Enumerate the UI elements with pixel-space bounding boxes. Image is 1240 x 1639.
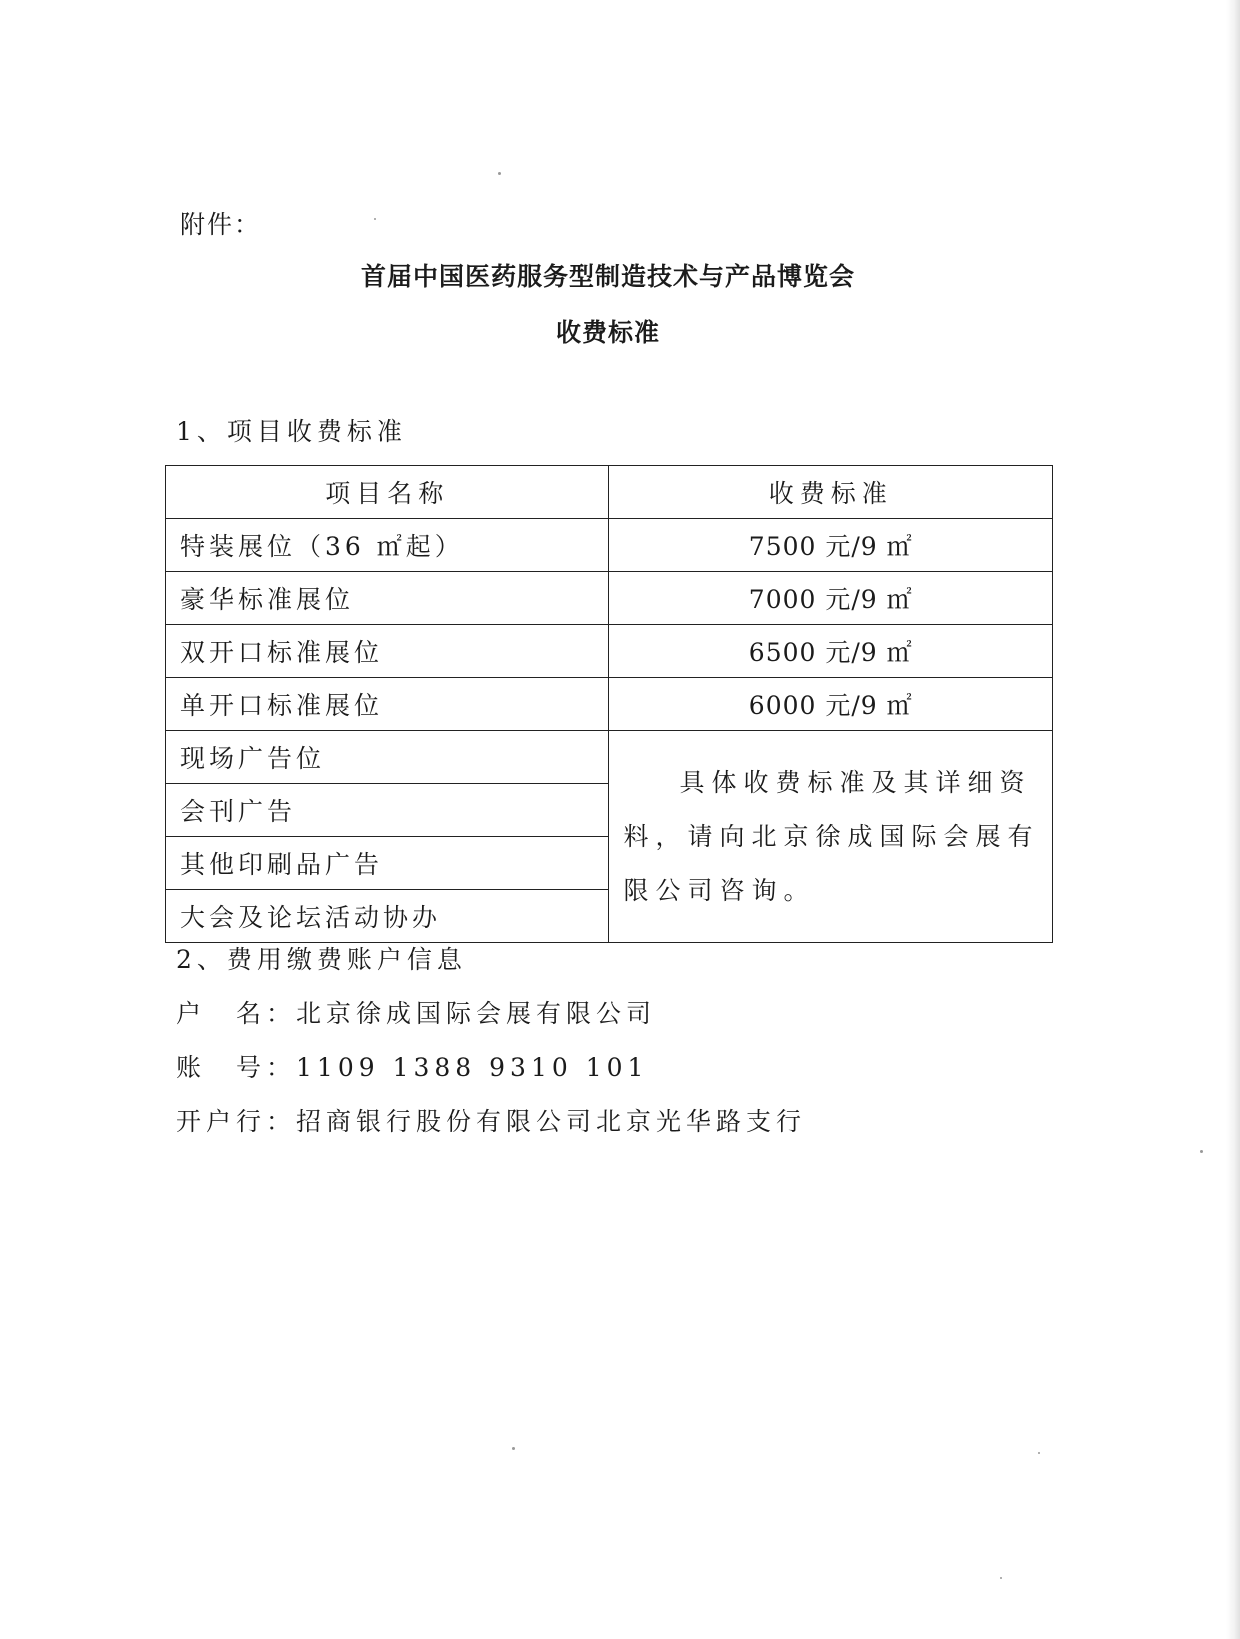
row-name: 单开口标准展位: [166, 678, 609, 731]
table-row: [166, 678, 1053, 731]
account-number-line: [176, 1048, 648, 1084]
row-name: 豪华标准展位: [166, 572, 609, 625]
account-number-value: 1109 1388 9310 101: [296, 1053, 649, 1082]
title-line-2: 收费标准: [555, 318, 660, 347]
account-name-value: 北京徐成国际会展有限公司: [296, 999, 657, 1028]
merged-note-cell: 具体收费标准及其详细资料，请向北京徐成国际会展有限公司咨询。: [609, 731, 1053, 943]
row-name: 双开口标准展位: [166, 625, 609, 678]
bank-label: 开户行：: [176, 1107, 297, 1136]
table-row: [166, 625, 1053, 678]
scan-edge-shadow: [1226, 0, 1240, 1639]
account-name-line: [176, 994, 656, 1030]
scan-speck: [1200, 1150, 1203, 1153]
row-name: 现场广告位: [166, 731, 609, 784]
fee-table: [165, 465, 1053, 943]
table-row: [166, 519, 1053, 572]
document-title: [0, 262, 1216, 348]
header-fee-standard: 收费标准: [609, 466, 1053, 519]
scan-speck: [1000, 1577, 1002, 1579]
row-fee: 7500 元/9 ㎡: [609, 519, 1053, 572]
table-header-row: [166, 466, 1053, 519]
header-item-name: 项目名称: [166, 466, 609, 519]
table-row: [166, 731, 1053, 784]
row-name: 大会及论坛活动协办: [166, 890, 609, 943]
section-2-heading: 2、费用缴费账户信息: [176, 945, 467, 974]
table-row: [166, 572, 1053, 625]
scan-speck: [1038, 1452, 1040, 1454]
scan-speck: [512, 1447, 515, 1450]
row-fee: 6000 元/9 ㎡: [609, 678, 1053, 731]
row-name: 会刊广告: [166, 784, 609, 837]
attachment-label: 附件：: [180, 210, 262, 239]
title-line-1: 首届中国医药服务型制造技术与产品博览会: [360, 262, 855, 291]
row-name: 特装展位（36 ㎡起）: [166, 519, 609, 572]
account-name-label: 户 名：: [176, 999, 297, 1028]
scan-speck: [498, 172, 501, 175]
section-1-heading: 1、项目收费标准: [176, 417, 407, 446]
row-fee: 6500 元/9 ㎡: [609, 625, 1053, 678]
account-number-label: 账 号：: [176, 1053, 297, 1082]
scan-speck: [374, 218, 376, 220]
bank-value: 招商银行股份有限公司北京光华路支行: [296, 1107, 807, 1136]
row-fee: 7000 元/9 ㎡: [609, 572, 1053, 625]
row-name: 其他印刷品广告: [166, 837, 609, 890]
bank-line: [176, 1102, 806, 1138]
